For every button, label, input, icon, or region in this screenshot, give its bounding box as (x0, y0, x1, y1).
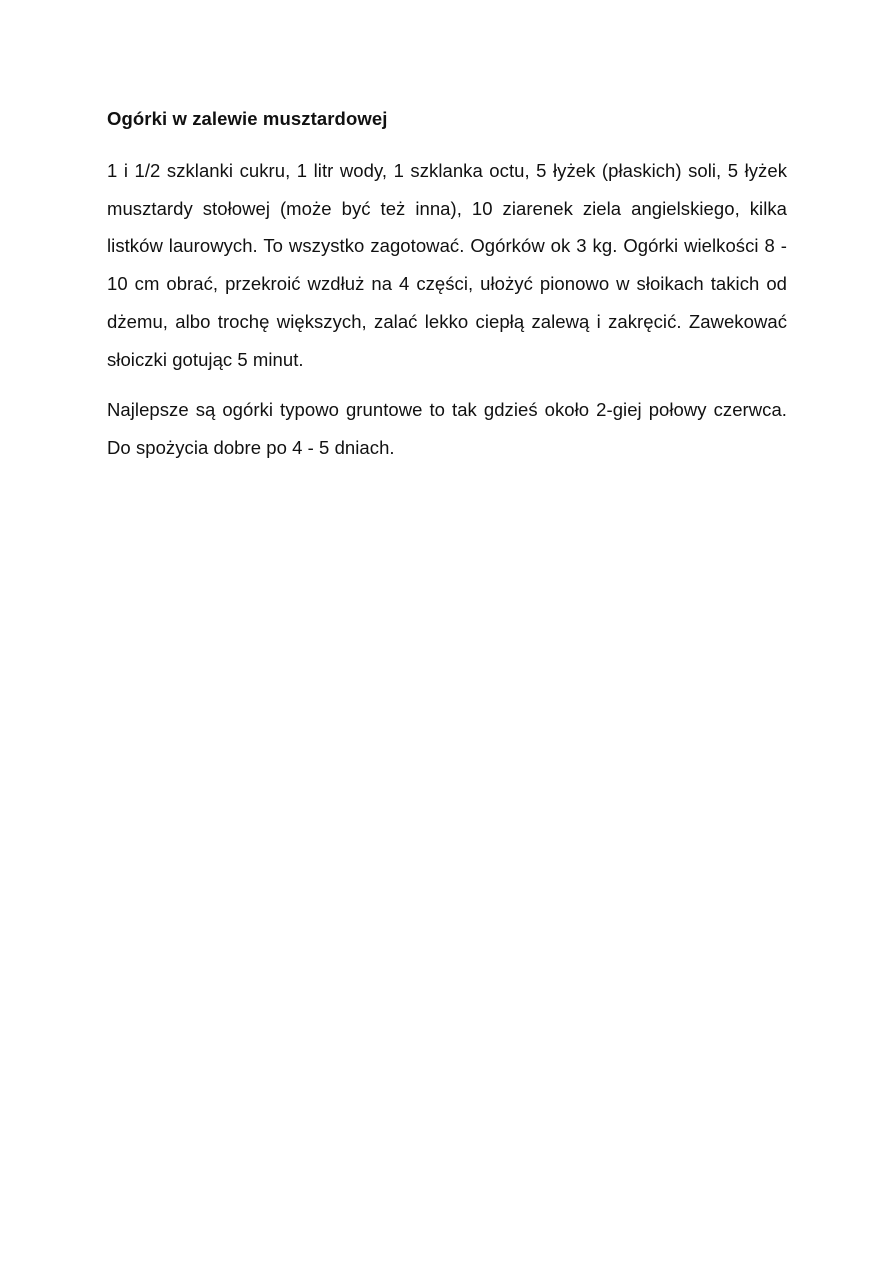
recipe-ingredients-paragraph: 1 i 1/2 szklanki cukru, 1 litr wody, 1 szklanka octu, 5 łyżek (płaskich) soli, 5 łyżek musztardy stołowej (może być też inna), 10 ziarenek ziela angielskiego, kilka listków laurowych. To wszystko zagotować. Ogórków ok 3 kg. Ogórki wielkości 8 - 10 cm obrać, przekroić wzdłuż na 4 części, ułożyć pionowo w słoikach takich od dżemu, albo trochę większych, zalać lekko ciepłą zalewą i zakręcić. Zawekować słoiczki gotując 5 minut. (107, 160, 787, 370)
recipe-title: Ogórki w zalewie musztardowej (107, 108, 388, 129)
recipe-notes-paragraph: Najlepsze są ogórki typowo gruntowe to tak gdzieś około 2-giej połowy czerwca. Do spożycia dobre po 4 - 5 dniach. (107, 399, 787, 458)
document-body (107, 104, 787, 480)
